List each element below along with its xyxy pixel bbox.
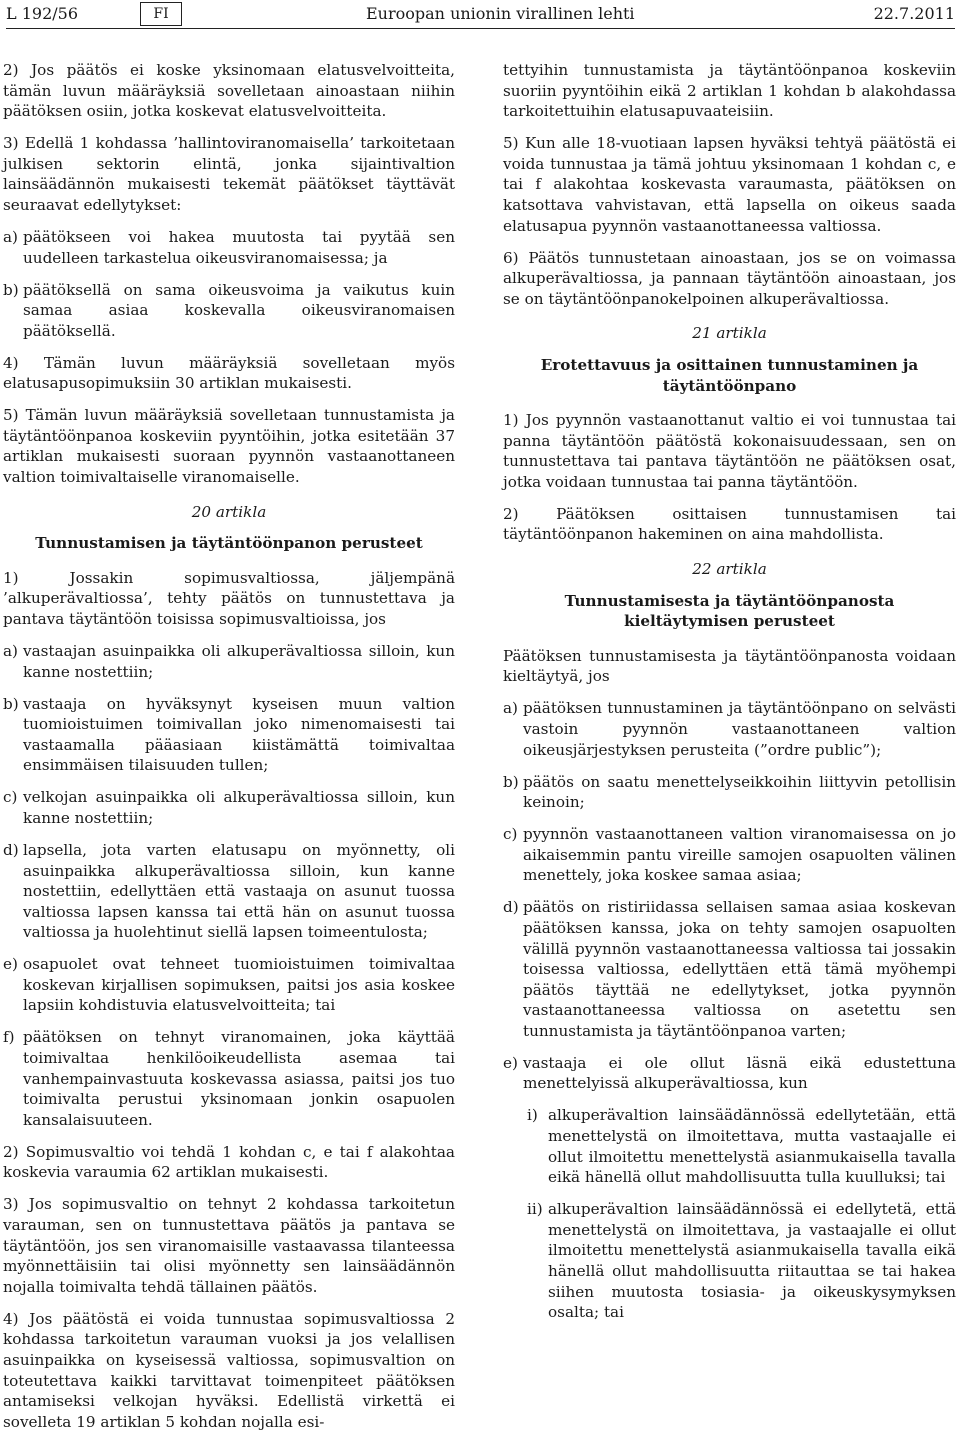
list-label: i) — [527, 1106, 538, 1125]
list-item — [3, 954, 455, 1016]
paragraph: 2) Sopimusvaltio voi tehdä 1 kohdan c, e tai f alakohtaa koskevia varaumia 62 artiklan mukaisesti. — [3, 1142, 455, 1182]
paragraph: 2) Päätöksen osittaisen tunnustamisen tai täytäntöönpanon hakeminen on aina mahdollista. — [503, 504, 956, 544]
list-text: päätökseen voi hakea muutosta tai pyytää sen uudelleen tarkastelua oikeusviranomaisessa; ja — [23, 227, 455, 267]
list-item — [503, 897, 956, 1041]
list-label: d) — [3, 840, 19, 859]
list-label: b) — [503, 772, 519, 791]
sub-list-item — [503, 1105, 956, 1187]
list-text: pyynnön vastaanottaneen valtion viranomaisessa on jo aikaisemmin pantu vireille samojen osapuolten välinen menettely, joka koskee samaa asiaa; — [523, 825, 956, 885]
list-label: e) — [503, 1053, 518, 1072]
list-item — [3, 1027, 455, 1130]
list-text: alkuperävaltion lainsäädännössä edellytetään, että menettelystä on ilmoitettava, mutta vastaajalle ei ollut ilmoitettu menettelystä asianmukaisella tavalla eikä hänellä ollut mahdollisuutta tulla kuulluksi; tai — [548, 1106, 956, 1187]
journal-title: Euroopan unionin virallinen lehti — [366, 4, 635, 23]
list-item — [503, 1053, 956, 1094]
language-badge: FI — [140, 2, 182, 26]
paragraph: 3) Edellä 1 kohdassa ’hallintoviranomaisella’ tarkoitetaan julkisen sektorin elintä, jonka sijaintivaltion lainsäädännön mukaisesti tekemät päätökset täyttävät seuraavat edellytykset: — [3, 134, 455, 214]
list-label: d) — [503, 898, 519, 917]
list-text: osapuolet ovat tehneet tuomioistuimen toimivaltaa koskevan kirjallisen sopimuksen, paitsi jos asia koskee lapsiin kohdistuvia elatusvelvoitteita; tai — [23, 955, 455, 1015]
article-title: Tunnustamisen ja täytäntöönpanon perusteet — [35, 534, 423, 553]
list-item — [3, 641, 455, 682]
paragraph: 1) Jossakin sopimusvaltiossa, jäljempänä ’alkuperävaltiossa’, tehty päätös on tunnustettava ja pantava täytäntöön toisissa sopimusvaltioissa, jos — [3, 568, 455, 629]
paragraph: 4) Tämän luvun määräyksiä sovelletaan myös elatusapusopimuksiin 30 artiklan mukaisesti. — [3, 353, 455, 393]
article-number: 20 artikla — [191, 502, 267, 521]
list-item — [503, 824, 956, 886]
list-label: a) — [503, 699, 518, 718]
page-header — [3, 0, 958, 30]
article-number: 22 artikla — [692, 560, 767, 579]
list-text: päätöksellä on sama oikeusvoima ja vaikutus kuin samaa asiaa koskevalla oikeusviranomaisen päätöksellä. — [23, 280, 455, 340]
paragraph: 5) Kun alle 18-vuotiaan lapsen hyväksi tehtyä päätöstä ei voida tunnustaa ja tämä johtuu yksinomaan 1 kohdan c, e tai f alakohtaa koskevasta varaumasta, päätöksen on katsottava vahvistavan, että lapsella on oikeus saada elatusapua pyynnön vastaanottaneessa valtiossa. — [503, 134, 956, 235]
paragraph: tettyihin tunnustamista ja täytäntöönpanoa koskeviin suoriin pyyntöihin eikä 2 artiklan 1 kohdan b alakohdassa tarkoitettuihin elatusapuvaateisiin. — [503, 61, 956, 121]
paragraph: 3) Jos sopimusvaltio on tehnyt 2 kohdassa tarkoitetun varauman, sen on tunnustettava päätös ja pantava se täytäntöön, jos sen viranomaisille vastaavassa tilanteessa myönnettäisiin tai olisi myönnetty sen lainsäädännön nojalla toimivalta tehdä tällainen päätös. — [3, 1195, 455, 1296]
list-label: b) — [3, 280, 19, 299]
list-text: päätöksen tunnustaminen ja täytäntöönpano on selvästi vastoin pyynnön vastaanottaneen valtion oikeusjärjestyksen perusteita (”ordre public”); — [523, 699, 956, 759]
list-text: vastaaja ei ole ollut läsnä eikä edustettuna menettelyissä alkuperävaltiossa, kun — [523, 1053, 956, 1093]
list-item — [3, 787, 455, 828]
list-text: päätöksen on tehnyt viranomainen, joka käyttää toimivaltaa henkilöoikeudellista asemaa tai vanhempainvastuuta koskevassa asiassa, paitsi jos tuo toimivalta perustui yksinomaan jonkin osapuolen kansalaisuuteen. — [23, 1028, 455, 1129]
list-text: vastaaja on hyväksynyt kyseisen muun valtion tuomioistuimen toimivallan joko nimenomaisesti tai vastaamalla pääasiaan kiistämättä toimivaltaa ensimmäisen tilaisuuden tullen; — [23, 694, 455, 775]
list-label: a) — [3, 227, 18, 246]
left-column — [3, 60, 455, 1444]
journal-page-code: L 192/56 — [6, 4, 78, 23]
list-item — [3, 280, 455, 342]
paragraph: 1) Jos pyynnön vastaanottanut valtio ei voi tunnustaa tai panna täytäntöön päätöstä kokonaisuudessaan, sen on tunnustettava tai pantava täytäntöön ne päätöksen osat, jotka voidaan tunnustaa tai panna täytäntöön. — [503, 411, 956, 491]
paragraph: 2) Jos päätös ei koske yksinomaan elatusvelvoitteita, tämän luvun määräyksiä sovelletaan ainoastaan niihin päätöksen osiin, jotka koskevat elatusvelvoitteita. — [3, 61, 455, 121]
list-label: ii) — [527, 1200, 543, 1219]
list-item — [3, 840, 455, 943]
list-text: päätös on ristiriidassa sellaisen samaa asiaa koskevan päätöksen kanssa, joka on tehty samojen osapuolten välillä pyynnön vastaanottaneessa valtiossa tai jossakin toisessa valtiossa, edellyttäen että tämä myöhempi päätös täyttää ne edellytykset, jotka pyynnön vastaanottaneessa valtiossa on asetettu sen tunnustamista ja täytäntöönpanoa varten; — [523, 898, 956, 1040]
list-label: c) — [3, 788, 18, 807]
list-item — [503, 698, 956, 760]
publication-date: 22.7.2011 — [873, 4, 955, 23]
article-number: 21 artikla — [692, 324, 767, 343]
paragraph: 4) Jos päätöstä ei voida tunnustaa sopimusvaltiossa 2 kohdassa tarkoitetun varauman vuoksi ja jos velallisen asuinpaikka on kyseisessä valtiossa, sopimusvaltion on toteutettava kaikki tarvittavat toimenpiteet päätöksen antamiseksi velkojan hyväksi. Edellistä virkettä ei sovelleta 19 artiklan 5 kohdan nojalla esi- — [3, 1309, 455, 1431]
list-label: b) — [3, 694, 19, 713]
list-item — [3, 694, 455, 776]
list-item — [3, 227, 455, 268]
list-label: a) — [3, 642, 18, 660]
right-column — [503, 60, 956, 1334]
sub-list-item — [503, 1199, 956, 1323]
list-text: alkuperävaltion lainsäädännössä ei edellytetä, että menettelystä on ilmoitettava, ja vastaajalle ei ollut ilmoitettu menettelystä asianmukaisella tavalla eikä hänellä ollut mahdollisuutta riitauttaa se tai hakea siihen muutosta tosiasia- ja oikeuskysymyksen osalta; tai — [548, 1200, 956, 1322]
paragraph: Päätöksen tunnustamisesta ja täytäntöönpanosta voidaan kieltäytyä, jos — [503, 646, 956, 686]
list-text: lapsella, jota varten elatusapu on myönnetty, oli asuinpaikka alkuperävaltiossa silloin, kun kanne nostettiin, edellyttäen että vastaaja on asunut tuossa valtiossa lapsen kanssa tai että hän on asunut tuossa valtiossa ja huolehtinut siellä lapsen toimeentulosta; — [23, 840, 455, 942]
paragraph: 6) Päätös tunnustetaan ainoastaan, jos se on voimassa alkuperävaltiossa, ja pannaan täytäntöön ainoastaan, jos se on täytäntöönpanokelpoinen alkuperävaltiossa. — [503, 248, 956, 308]
list-text: vastaajan asuinpaikka oli alkuperävaltiossa silloin, kun kanne nostettiin; — [23, 642, 455, 681]
list-label: e) — [3, 955, 18, 974]
list-text: velkojan asuinpaikka oli alkuperävaltiossa silloin, kun kanne nostettiin; — [23, 788, 455, 827]
list-item — [503, 772, 956, 813]
list-text: päätös on saatu menettelyseikkoihin liittyvin petollisin keinoin; — [523, 772, 956, 812]
header-rule — [6, 28, 955, 29]
paragraph: 5) Tämän luvun määräyksiä sovelletaan tunnustamista ja täytäntöönpanoa koskeviin pyyntöihin, jotka esitetään 37 artiklan mukaisesti suoraan pyynnön vastaanottaneen valtion toimivaltaiselle viranomaiselle. — [3, 406, 455, 487]
article-title: Erotettavuus ja osittainen tunnustaminen ja täytäntöönpano — [540, 355, 919, 395]
list-label: c) — [503, 825, 518, 844]
list-label: f) — [3, 1028, 15, 1047]
article-title: Tunnustamisesta ja täytäntöönpanosta kieltäytymisen perusteet — [564, 591, 895, 631]
